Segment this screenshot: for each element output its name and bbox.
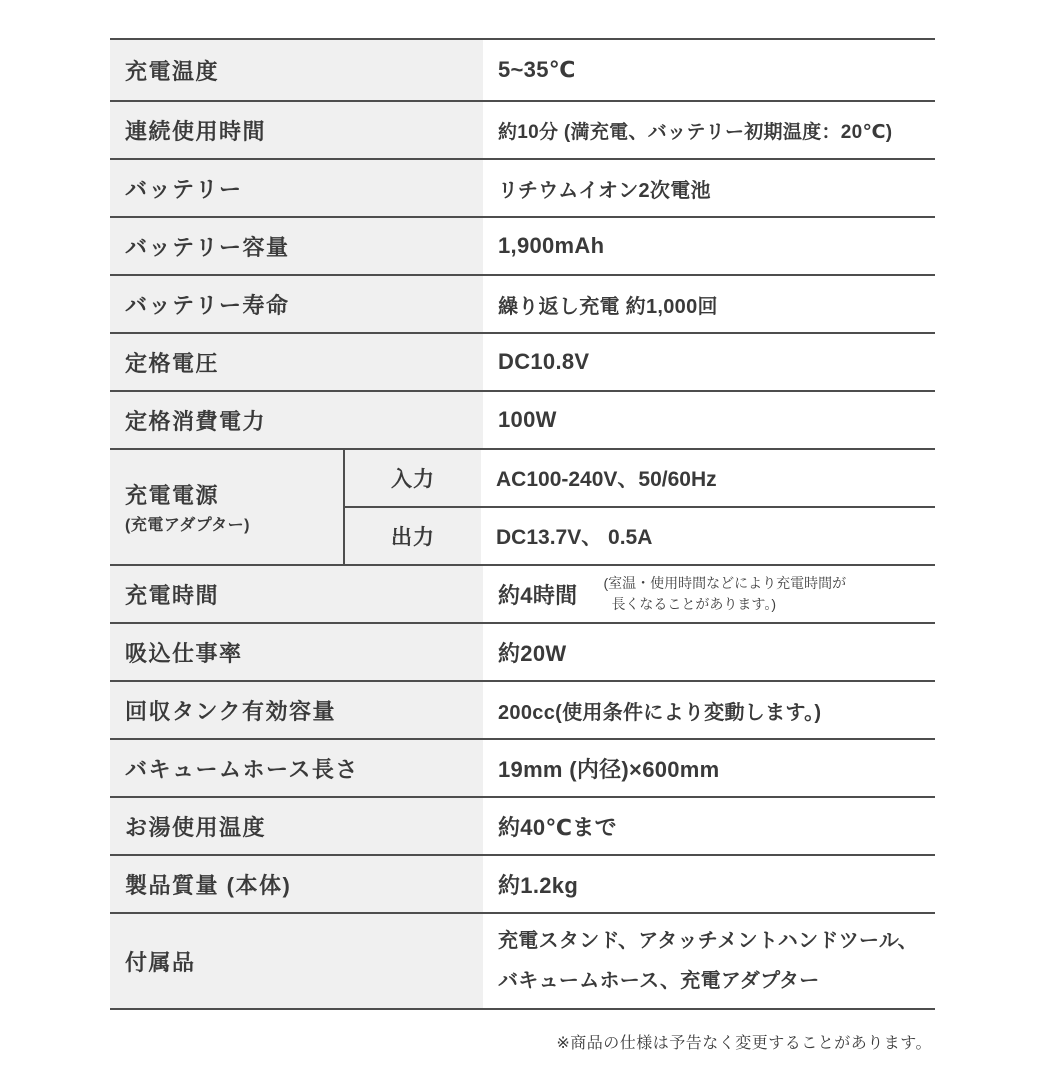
- subrow-value: AC100-240V、50/60Hz: [481, 450, 935, 506]
- subrow-output: [345, 508, 935, 564]
- spec-value-cell: [483, 276, 935, 332]
- spec-label-cell: [110, 914, 483, 1008]
- spec-value: リチウムイオン2次電池: [498, 179, 711, 202]
- spec-label: 連続使用時間: [125, 118, 267, 144]
- spec-label-cell: [110, 740, 483, 796]
- spec-label-cell: [110, 566, 483, 622]
- spec-value-cell: [483, 566, 935, 622]
- subrow-input: [345, 450, 935, 508]
- spec-value-cell: [483, 682, 935, 738]
- table-row: [110, 392, 935, 450]
- spec-label-cell: [110, 160, 483, 216]
- spec-value-line: 充電スタンド、アタッチメントハンドツール、: [498, 930, 918, 952]
- spec-label-cell: [110, 450, 345, 564]
- spec-label: 充電時間: [125, 582, 220, 608]
- spec-value-cell: [483, 102, 935, 158]
- spec-value: 約4時間: [498, 582, 578, 608]
- spec-value-cell: [483, 334, 935, 390]
- spec-label-cell: [110, 102, 483, 158]
- spec-label: 製品質量 (本体): [125, 872, 292, 898]
- table-row: [110, 566, 935, 624]
- table-row: [110, 218, 935, 276]
- spec-label-cell: [110, 856, 483, 912]
- spec-value-line: バキュームホース、充電アダプター: [498, 970, 820, 992]
- spec-label-cell: [110, 40, 483, 100]
- spec-value-cell: [483, 856, 935, 912]
- table-row-charging-source: [110, 450, 935, 566]
- spec-label: バッテリー: [125, 176, 243, 202]
- spec-value: 19mm (内径)×600mm: [498, 756, 720, 782]
- spec-value-cell: [483, 40, 935, 100]
- spec-value-cell: [483, 798, 935, 854]
- subrow-value: DC13.7V、 0.5A: [481, 508, 935, 564]
- spec-footnote: ※商品の仕様は予告なく変更することがあります。: [556, 1035, 932, 1052]
- spec-label: 充電電源: [125, 483, 220, 508]
- spec-table: [110, 38, 935, 1010]
- spec-value: 1,900mAh: [498, 233, 605, 258]
- spec-label-cell: [110, 624, 483, 680]
- spec-value-cell: [483, 624, 935, 680]
- subrow-label: 出力: [345, 508, 481, 564]
- table-row: [110, 102, 935, 160]
- spec-value: 約40℃まで: [498, 814, 617, 840]
- note-line: 長くなることがあります。): [611, 596, 776, 612]
- spec-label: バッテリー寿命: [125, 292, 290, 318]
- spec-label-cell: [110, 682, 483, 738]
- spec-value: 5~35℃: [498, 57, 576, 82]
- table-row: [110, 624, 935, 682]
- spec-label: 定格電圧: [125, 350, 220, 376]
- spec-label-sub: (充電アダプター): [125, 517, 250, 534]
- table-row: [110, 856, 935, 914]
- table-row-accessories: [110, 914, 935, 1008]
- table-row: [110, 40, 935, 102]
- spec-label-cell: [110, 218, 483, 274]
- charging-source-subtable: [345, 450, 935, 564]
- spec-value-cell: [483, 160, 935, 216]
- table-row: [110, 682, 935, 740]
- spec-label: 付属品: [125, 949, 196, 975]
- spec-label-cell: [110, 276, 483, 332]
- spec-label: 充電温度: [125, 58, 220, 84]
- spec-label-cell: [110, 334, 483, 390]
- note-line: (室温・使用時間などにより充電時間が: [603, 575, 847, 591]
- spec-label-cell: [110, 392, 483, 448]
- spec-label: 回収タンク有効容量: [125, 698, 337, 724]
- table-row: [110, 740, 935, 798]
- table-row: [110, 798, 935, 856]
- spec-value: 約10分 (満充電、バッテリー初期温度：20℃): [498, 121, 893, 143]
- spec-value-cell: [483, 740, 935, 796]
- spec-value: 繰り返し充電 約1,000回: [498, 295, 718, 318]
- spec-value-cell: [483, 914, 935, 1008]
- spec-label: 定格消費電力: [125, 408, 267, 434]
- spec-label: お湯使用温度: [125, 814, 267, 840]
- spec-value: DC10.8V: [498, 349, 590, 374]
- table-row: [110, 160, 935, 218]
- table-row: [110, 276, 935, 334]
- spec-value-cell: [483, 218, 935, 274]
- spec-value: 100W: [498, 407, 557, 432]
- table-row: [110, 334, 935, 392]
- spec-label: 吸込仕事率: [125, 640, 243, 666]
- spec-value: 約20W: [498, 640, 567, 666]
- spec-label-cell: [110, 798, 483, 854]
- spec-value-cell: [483, 392, 935, 448]
- spec-value: 200cc(使用条件により変動します。): [498, 701, 822, 724]
- spec-label: バキュームホース長さ: [125, 756, 359, 782]
- spec-value-note: [603, 573, 846, 615]
- spec-label: バッテリー容量: [125, 234, 290, 260]
- subrow-label: 入力: [345, 450, 481, 506]
- spec-value: 約1.2kg: [498, 872, 579, 898]
